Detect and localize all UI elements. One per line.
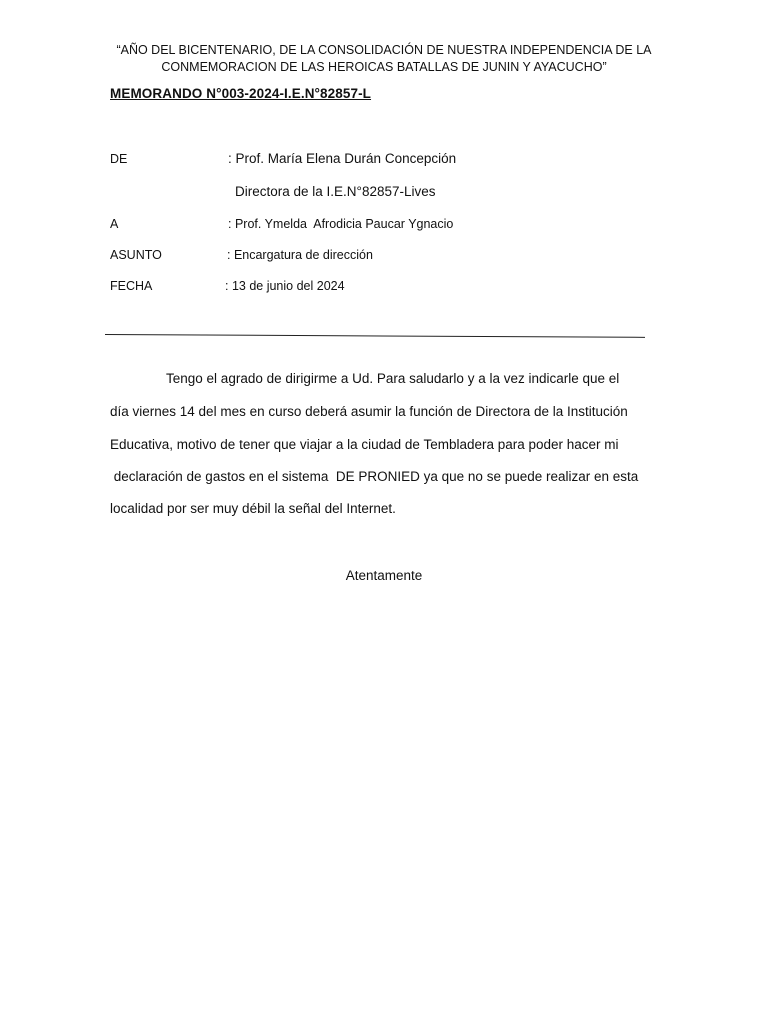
closing-text: Atentamente [345,568,423,583]
field-value-a: : Prof. Ymelda Afrodicia Paucar Ygnacio [228,217,454,231]
field-label-asunto: ASUNTO [110,248,162,262]
field-label-fecha: FECHA [110,279,153,293]
field-value-de-role: Directora de la I.E.N°82857-Lives [235,184,436,199]
field-value-asunto: : Encargatura de dirección [227,248,373,262]
body-line-2: día viernes 14 del mes en curso deberá asumir la función de Directora de la Institución [110,404,628,419]
year-motto-line-2: CONMEMORACION DE LAS HEROICAS BATALLAS DE JUNIN Y AYACUCHO” [161,60,607,74]
field-label-a: A [110,217,119,231]
field-value-fecha: : 13 de junio del 2024 [225,279,345,293]
separator-line [105,334,645,338]
body-line-3: Educativa, motivo de tener que viajar a la ciudad de Tembladera para poder hacer mi [110,437,619,452]
body-line-1: Tengo el agrado de dirigirme a Ud. Para saludarlo y a la vez indicarle que el [110,371,620,386]
body-line-4: declaración de gastos en el sistema DE PRONIED ya que no se puede realizar en esta [110,469,639,484]
field-label-de: DE [110,152,128,166]
year-motto-line-1: “AÑO DEL BICENTENARIO, DE LA CONSOLIDACIÓN DE NUESTRA INDEPENDENCIA DE LA [116,43,652,57]
memo-title: MEMORANDO N°003-2024-I.E.N°82857-L [110,86,372,101]
field-value-de: : Prof. María Elena Durán Concepción [228,151,457,166]
year-motto [100,42,668,76]
body-line-5: localidad por ser muy débil la señal del Internet. [110,501,396,516]
